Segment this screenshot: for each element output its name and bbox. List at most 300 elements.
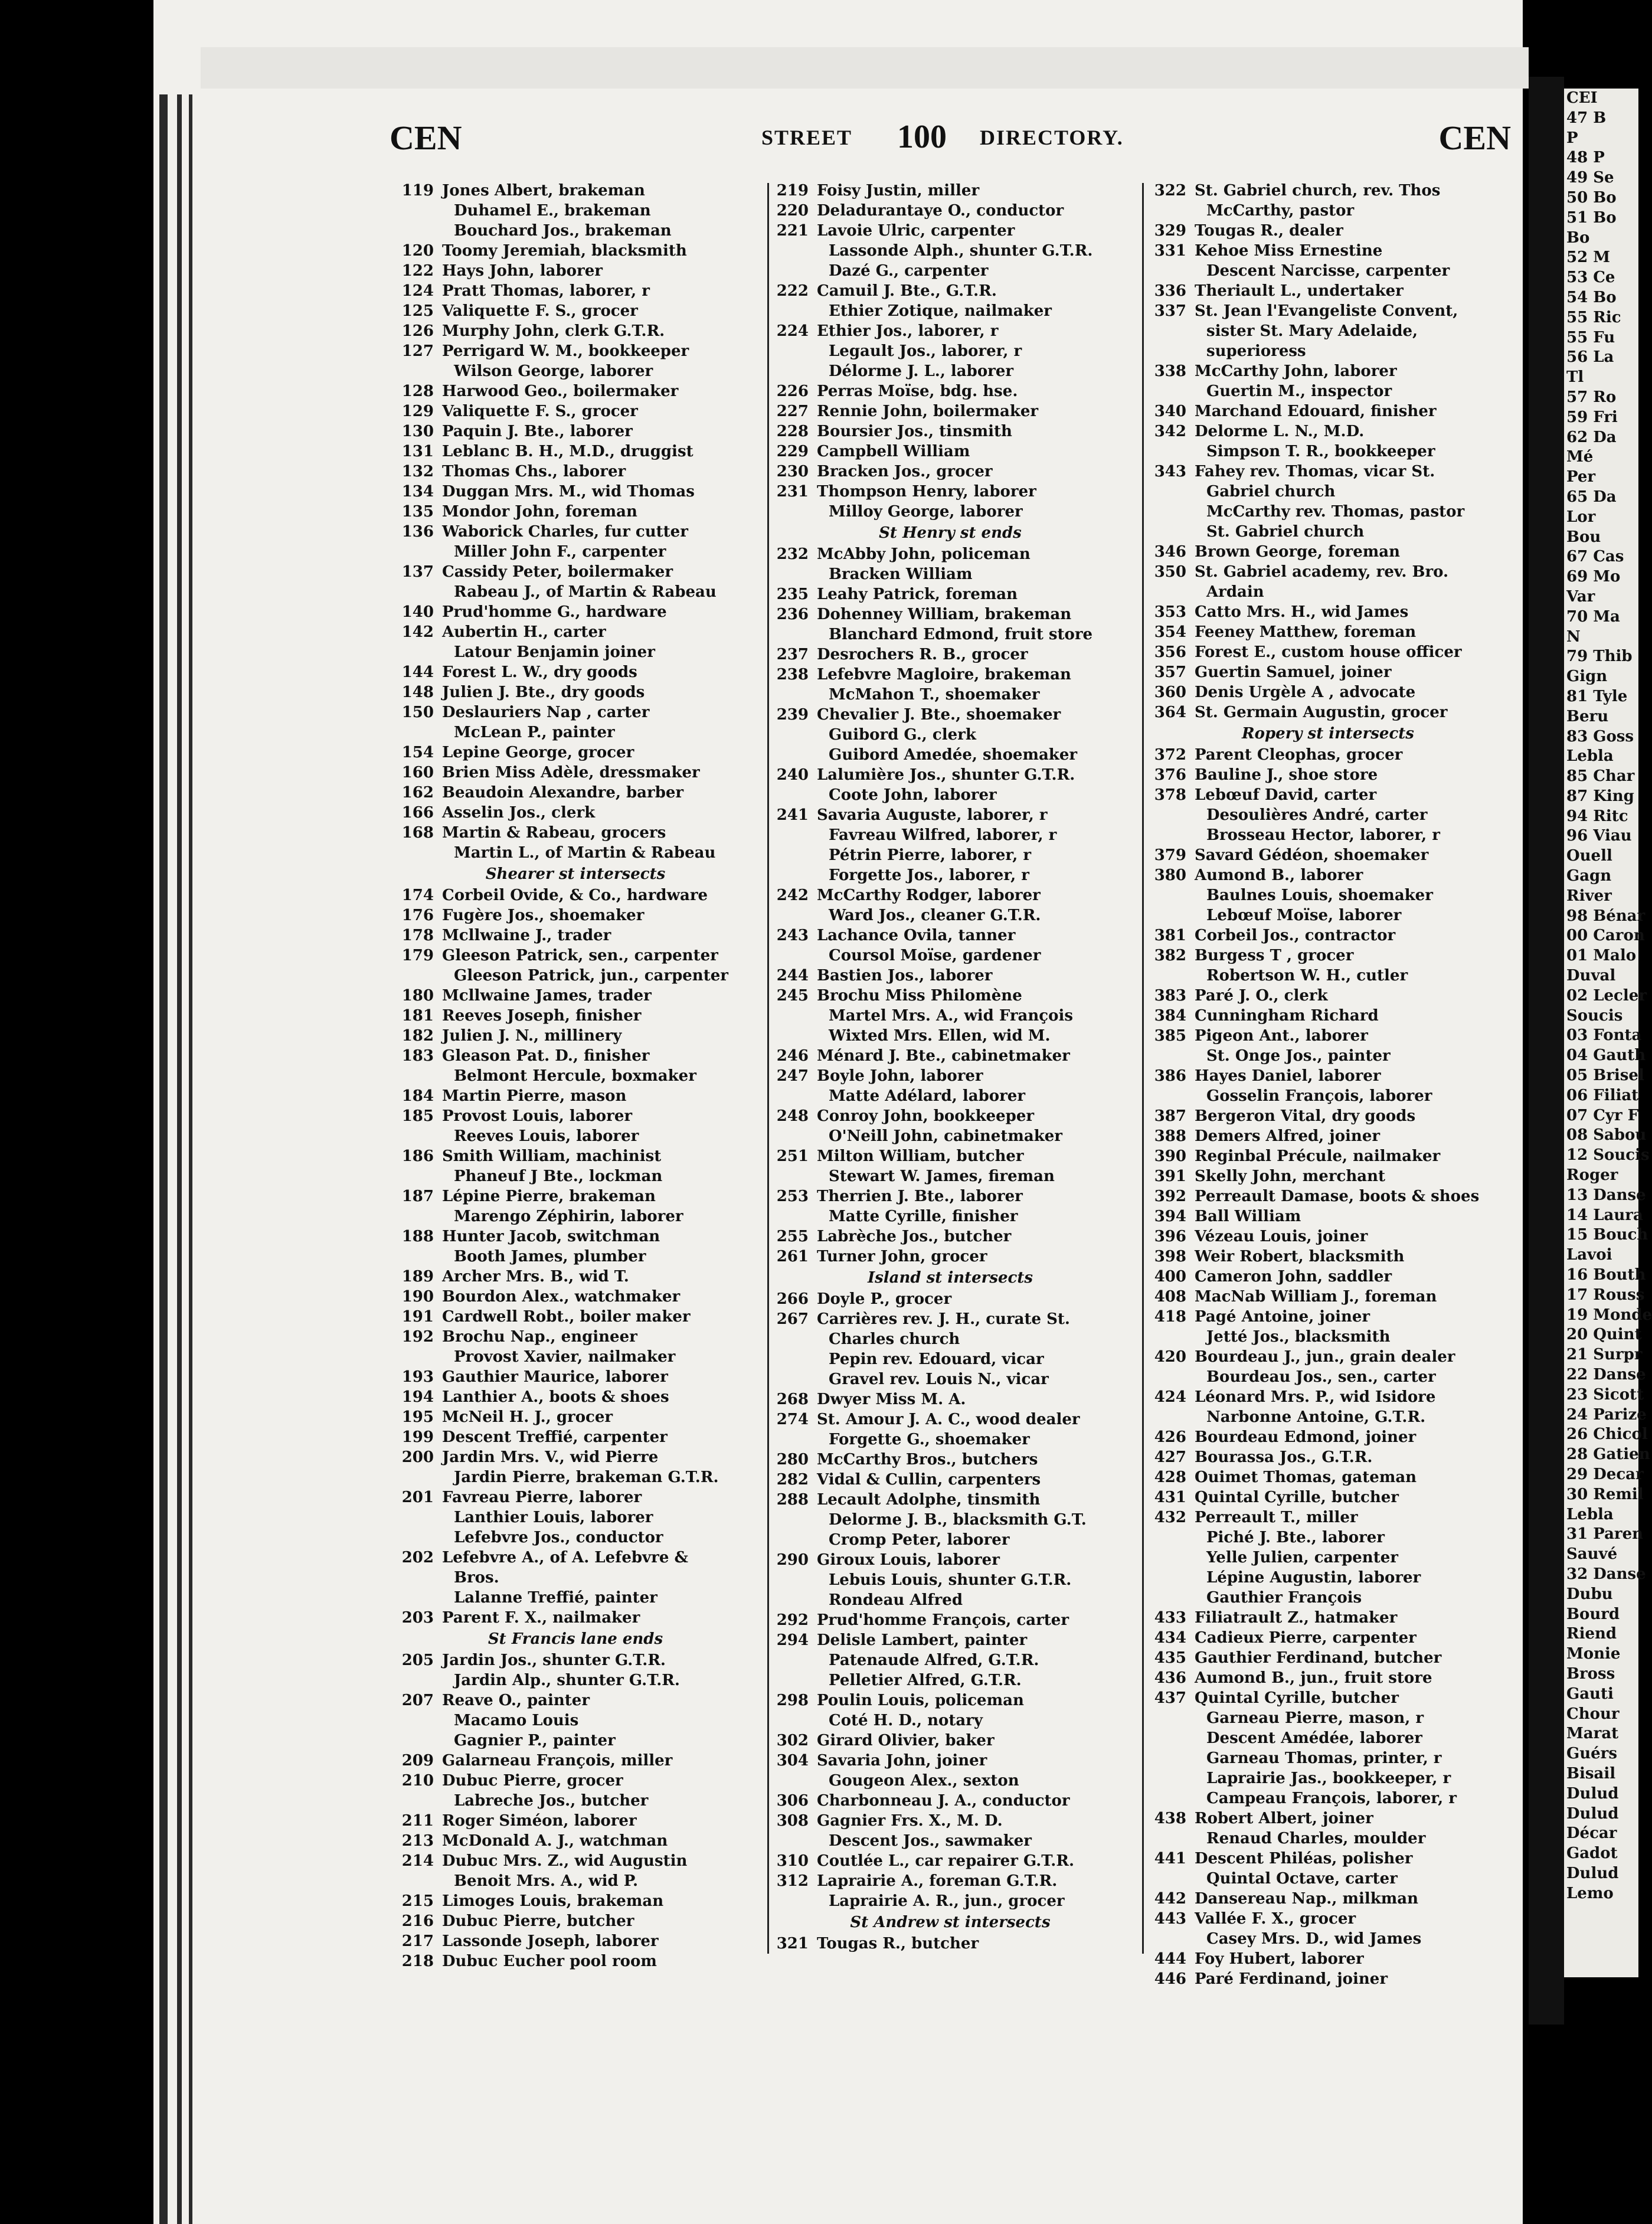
resident-listing: Labrèche Jos., butcher [817,1228,1012,1245]
directory-entry [767,241,1133,261]
directory-entry [767,1006,1133,1026]
house-number: 140 [401,603,434,621]
directory-entry [1145,542,1511,562]
directory-entry [767,685,1133,705]
adjacent-page-fragment: 30 Remil [1566,1485,1644,1503]
house-number [1145,1728,1195,1748]
header-directory: DIRECTORY. [980,126,1124,149]
house-number [1145,966,1195,986]
adjacent-page-fragment: Var [1566,587,1595,606]
resident-listing: Ethier Zotique, nailmaker [829,302,1052,320]
house-number: 442 [1154,1890,1186,1908]
house-number: 162 [401,784,434,802]
directory-entry [1145,1628,1511,1648]
resident-listing: Aubertin H., carter [442,623,606,641]
directory-entry [392,925,758,946]
resident-listing: Cameron John, saddler [1195,1268,1392,1286]
resident-listing: Gravel rev. Louis N., vicar [829,1371,1049,1388]
house-number: 216 [401,1912,434,1930]
directory-entry [1145,1006,1511,1026]
house-number: 290 [776,1551,809,1569]
header-right-guide-word: CEN [1438,119,1511,157]
resident-listing: McNeil H. J., grocer [442,1408,613,1426]
house-number: 336 [1154,282,1186,300]
adjacent-page-fragment: 65 Da [1566,488,1617,506]
directory-entry [392,1206,758,1227]
directory-column-3 [1145,181,1511,1989]
house-number: 306 [776,1792,809,1810]
house-number: 124 [401,282,434,300]
adjacent-page-fragment: Lavoi [1566,1246,1612,1264]
directory-entry [1145,1487,1511,1507]
resident-listing: Reave O., painter [442,1692,590,1709]
directory-entry [767,201,1133,221]
resident-listing: Laprairie Jas., bookkeeper, r [1206,1770,1451,1787]
resident-listing: Lebœuf David, carter [1195,786,1377,804]
resident-listing: Burgess T , grocer [1195,947,1354,964]
adjacent-page [1564,89,1652,1977]
resident-listing: Deslauriers Nap , carter [442,704,650,721]
resident-listing: Bros. [454,1569,499,1587]
directory-entry [767,1470,1133,1490]
directory-entry [1145,181,1511,201]
house-number: 431 [1154,1489,1186,1506]
directory-entry [392,1447,758,1467]
resident-listing: Descent Jos., sawmaker [829,1832,1032,1850]
resident-listing: Delorme L. N., M.D. [1195,423,1365,440]
resident-listing: Lefebvre Jos., conductor [454,1529,663,1546]
house-number: 176 [401,907,434,924]
directory-entry [767,441,1133,462]
adjacent-page-fragment: Bourd [1566,1605,1620,1623]
directory-entry [1145,662,1511,682]
house-number: 308 [776,1812,809,1830]
adjacent-page-fragment: 70 Ma [1566,607,1620,626]
house-number: 131 [401,443,434,460]
directory-entry [1145,642,1511,662]
resident-listing: Catto Mrs. H., wid James [1195,603,1409,621]
adjacent-page-fragment: 32 Danse [1566,1565,1646,1583]
resident-listing: Milloy George, laborer [829,503,1023,521]
house-number [767,564,817,584]
resident-listing: Labreche Jos., butcher [454,1792,649,1810]
directory-entry [767,1389,1133,1409]
house-number: 189 [401,1268,434,1286]
directory-entry [392,321,758,341]
adjacent-page-fragment: 83 Goss [1566,727,1634,745]
resident-listing: Valiquette F. S., grocer [442,302,638,320]
adjacent-page-fragment: 48 P [1566,149,1605,167]
directory-entry [767,544,1133,564]
resident-listing: Macamo Louis [454,1712,579,1729]
directory-entry [1145,845,1511,865]
directory-entry [1145,1467,1511,1487]
resident-listing: Robert Albert, joiner [1195,1810,1373,1827]
house-number: 428 [1154,1469,1186,1486]
house-number: 241 [776,806,809,824]
house-number [767,1206,817,1227]
directory-entry [767,1046,1133,1066]
resident-listing: Skelly John, merchant [1195,1167,1386,1185]
directory-entry [767,1791,1133,1811]
directory-entry [392,1911,758,1931]
directory-entry [392,261,758,281]
house-number [1145,261,1195,281]
resident-listing: Brochu Miss Philomène [817,987,1022,1005]
resident-listing: St. Onge Jos., painter [1206,1047,1391,1065]
house-number: 350 [1154,563,1186,581]
house-number: 150 [401,704,434,721]
house-number [392,1528,442,1548]
resident-listing: Turner John, grocer [817,1248,987,1265]
directory-entry [392,181,758,201]
resident-listing: Parent F. X., nailmaker [442,1609,640,1627]
resident-listing: Cardwell Robt., boiler maker [442,1308,691,1326]
resident-listing: Bourdeau Jos., sen., carter [1206,1368,1436,1386]
resident-listing: Cadieux Pierre, carpenter [1195,1629,1417,1647]
resident-listing: Waborick Charles, fur cutter [442,523,688,541]
resident-listing: Boyle John, laborer [817,1067,983,1085]
resident-listing: McAbby John, policeman [817,545,1031,563]
resident-listing: Lepine George, grocer [442,744,634,761]
house-number [392,542,442,562]
resident-listing: Roger Siméon, laborer [442,1812,637,1830]
directory-entry [392,1871,758,1891]
house-number: 220 [776,202,809,220]
resident-listing: Guertin M., inspector [1206,382,1392,400]
directory-entry [767,1106,1133,1126]
adjacent-page-fragment: 52 M [1566,248,1611,267]
house-number: 125 [401,302,434,320]
house-number [767,845,817,865]
resident-listing: Brochu Nap., engineer [442,1328,637,1346]
house-number [392,1126,442,1146]
resident-listing: Ball William [1195,1208,1301,1225]
directory-entry [767,181,1133,201]
resident-listing: Gagnier Frs. X., M. D. [817,1812,1003,1830]
house-number: 446 [1154,1970,1186,1988]
house-number: 310 [776,1852,809,1870]
directory-entry [392,241,758,261]
resident-listing: Matte Adélard, laborer [829,1087,1026,1105]
house-number: 214 [401,1852,434,1870]
resident-listing: Foisy Justin, miller [817,182,980,199]
adjacent-page-fragment: 51 Bo [1566,208,1617,227]
resident-listing: Descent Amédée, laborer [1206,1729,1422,1747]
resident-listing: Jardin Jos., shunter G.T.R. [442,1651,666,1669]
house-number [392,1166,442,1186]
adjacent-page-fragment: Guérs [1566,1745,1617,1763]
house-number: 244 [776,967,809,985]
house-number: 219 [776,182,809,199]
directory-entry [1145,1307,1511,1327]
house-number [1145,1869,1195,1889]
resident-listing: Jones Albert, brakeman [442,182,645,199]
house-number [392,1791,442,1811]
resident-listing: McCarthy, pastor [1206,202,1355,220]
page-top-margin [201,47,1529,89]
resident-listing: Delorme J. B., blacksmith G.T. [829,1511,1087,1529]
directory-entry [767,564,1133,584]
resident-listing: Latour Benjamin joiner [454,643,655,661]
adjacent-page-fragment: Monie [1566,1645,1621,1663]
resident-listing: Denis Urgèle A , advocate [1195,683,1416,701]
house-number: 383 [1154,987,1186,1005]
resident-listing: Brown George, foreman [1195,543,1400,561]
page-header [390,118,1511,171]
house-number [767,1086,817,1106]
house-number: 382 [1154,947,1186,964]
directory-entry [392,1267,758,1287]
directory-entry [1145,682,1511,702]
directory-entry [392,783,758,803]
adjacent-page-fragment: 24 Parize [1566,1405,1647,1424]
adjacent-page-fragment: 50 Bo [1566,188,1617,207]
resident-listing: Bracken Jos., grocer [817,463,993,480]
adjacent-page-fragment: Per [1566,468,1596,486]
directory-entry [1145,1588,1511,1608]
house-number [1145,1528,1195,1548]
house-number: 266 [776,1290,809,1308]
directory-entry [1145,765,1511,785]
house-number: 346 [1154,543,1186,561]
directory-entry [392,642,758,662]
resident-listing: Martin & Rabeau, grocers [442,824,666,842]
resident-listing: Guertin Samuel, joiner [1195,663,1392,681]
resident-listing: Chevalier J. Bte., shoemaker [817,706,1061,724]
directory-entry [392,1650,758,1670]
house-number [767,785,817,805]
house-number: 178 [401,927,434,944]
house-number: 186 [401,1147,434,1165]
adjacent-page-fragment: 21 Surpr [1566,1346,1643,1364]
directory-entry [767,1650,1133,1670]
resident-listing: Miller John F., carpenter [454,543,666,561]
directory-entry [392,441,758,462]
adjacent-page-fragment: N [1566,627,1581,646]
resident-listing: Dubuc Eucher pool room [442,1952,657,1970]
resident-listing: Desrochers R. B., grocer [817,646,1028,663]
directory-entry [767,462,1133,482]
directory-entry [1145,562,1511,582]
resident-listing: Rondeau Alfred [829,1591,963,1609]
house-number: 408 [1154,1288,1186,1306]
resident-listing: Gleeson Patrick, sen., carpenter [442,947,718,964]
house-number: 207 [401,1692,434,1709]
resident-listing: Wilson George, laborer [454,362,653,380]
directory-entry [767,1227,1133,1247]
resident-listing: Brien Miss Adèle, dressmaker [442,764,700,781]
resident-listing: Foy Hubert, laborer [1195,1950,1364,1968]
resident-listing: Duhamel E., brakeman [454,202,651,220]
house-number: 398 [1154,1248,1186,1265]
house-number: 187 [401,1188,434,1205]
house-number: 337 [1154,302,1186,320]
resident-listing: St. Jean l'Evangeliste Convent, [1195,302,1458,320]
page-number: 100 [897,119,947,155]
resident-listing: Carrières rev. J. H., curate St. [817,1310,1070,1328]
house-number: 338 [1154,362,1186,380]
house-number: 218 [401,1952,434,1970]
directory-entry [1145,1548,1511,1568]
resident-listing: Benoit Mrs. A., wid P. [454,1872,639,1890]
resident-listing: Coté H. D., notary [829,1712,983,1729]
resident-listing: Reeves Joseph, finisher [442,1007,642,1025]
house-number: 444 [1154,1950,1186,1968]
adjacent-page-fragment: 02 Lecler [1566,986,1647,1005]
header-street: STREET [761,126,853,149]
house-number [1145,805,1195,825]
house-number [767,905,817,925]
house-number: 185 [401,1107,434,1125]
directory-entry [767,1490,1133,1510]
resident-listing: Vézeau Louis, joiner [1195,1228,1368,1245]
resident-listing: Toomy Jeremiah, blacksmith [442,242,687,260]
resident-listing: Bourdeau J., jun., grain dealer [1195,1348,1455,1366]
directory-entry [392,221,758,241]
house-number: 298 [776,1692,809,1709]
house-number: 231 [776,483,809,501]
house-number: 235 [776,586,809,603]
house-number: 251 [776,1147,809,1165]
house-number [1145,1327,1195,1347]
house-number [392,1467,442,1487]
section-heading: St Francis lane ends [488,1630,663,1648]
resident-listing: Thompson Henry, laborer [817,483,1036,501]
adjacent-page-fragment: Beru [1566,707,1609,725]
resident-listing: Bracken William [829,565,973,583]
directory-entry [767,1811,1133,1831]
resident-listing: Brosseau Hector, laborer, r [1206,826,1440,844]
directory-entry [1145,1106,1511,1126]
directory-entry [767,925,1133,946]
resident-listing: Marchand Edouard, finisher [1195,403,1437,420]
directory-entry [767,1206,1133,1227]
house-number: 267 [776,1310,809,1328]
directory-entry [1145,1247,1511,1267]
house-number: 224 [776,322,809,340]
house-number [767,1831,817,1851]
resident-listing: Doyle P., grocer [817,1290,952,1308]
house-number: 217 [401,1932,434,1950]
resident-listing: Casey Mrs. D., wid James [1206,1930,1422,1948]
directory-entry [767,1289,1133,1309]
house-number: 203 [401,1609,434,1627]
directory-entry [1145,1688,1511,1708]
resident-listing: Guibord Amedée, shoemaker [829,746,1078,764]
directory-entry [767,624,1133,645]
adjacent-page-fragment: 67 Cas [1566,548,1624,566]
house-number: 376 [1154,766,1186,784]
directory-entry [767,1430,1133,1450]
adjacent-page-fragment: River [1566,887,1612,905]
directory-entry [1145,1829,1511,1849]
house-number: 438 [1154,1810,1186,1827]
house-number: 195 [401,1408,434,1426]
resident-listing: Corbeil Jos., contractor [1195,927,1396,944]
directory-entry [1145,1507,1511,1528]
adjacent-page-fragment: Marat [1566,1725,1619,1743]
page-edge-line [189,94,192,2224]
house-number: 130 [401,423,434,440]
house-number: 353 [1154,603,1186,621]
resident-listing: Deladurantaye O., conductor [817,202,1064,220]
house-number [767,1126,817,1146]
directory-entry [392,1026,758,1046]
directory-entry [1145,602,1511,622]
resident-listing: Pratt Thomas, laborer, r [442,282,650,300]
house-number [1145,1768,1195,1788]
directory-entry [767,1409,1133,1430]
adjacent-page-fragment: Bou [1566,528,1601,546]
directory-entry [767,905,1133,925]
resident-listing: Tougas R., butcher [817,1935,979,1952]
house-number [767,825,817,845]
house-number: 182 [401,1027,434,1045]
house-number: 188 [401,1228,434,1245]
directory-entry [767,421,1133,441]
directory-entry [392,803,758,823]
resident-listing: Pétrin Pierre, laborer, r [829,846,1032,864]
resident-listing: Vidal & Cullin, carpenters [817,1471,1041,1489]
directory-entry [1145,1788,1511,1808]
directory-entry [1145,885,1511,905]
house-number: 184 [401,1087,434,1105]
resident-listing: Leahy Patrick, foreman [817,586,1018,603]
directory-entry [1145,361,1511,381]
house-number: 282 [776,1471,809,1489]
resident-listing: St. Amour J. A. C., wood dealer [817,1411,1080,1428]
resident-listing: Desoulières André, carter [1206,806,1428,824]
resident-listing: Bouchard Jos., brakeman [454,222,672,240]
directory-entry [392,682,758,702]
house-number [767,341,817,361]
house-number [392,1247,442,1267]
directory-entry [767,584,1133,604]
house-number: 240 [776,766,809,784]
resident-listing: Piché J. Bte., laborer [1206,1529,1385,1546]
directory-entry [392,1287,758,1307]
adjacent-page-fragment: 56 La [1566,348,1614,367]
directory-entry [392,1166,758,1186]
resident-listing: superioress [1206,342,1306,360]
directory-entry [767,1851,1133,1871]
resident-listing: Gosselin François, laborer [1206,1087,1432,1105]
resident-listing: Lassonde Joseph, laborer [442,1932,659,1950]
resident-listing: Coutlée L., car repairer G.T.R. [817,1852,1074,1870]
house-number: 379 [1154,846,1186,864]
adjacent-page-fragment: 81 Tyle [1566,687,1628,705]
directory-entry [1145,1528,1511,1548]
house-number: 381 [1154,927,1186,944]
house-number: 331 [1154,242,1186,260]
house-number: 400 [1154,1268,1186,1286]
directory-entry [767,745,1133,765]
resident-listing: Rennie John, boilermaker [817,403,1039,420]
resident-listing: Paré J. O., clerk [1195,987,1328,1005]
directory-entry [767,1146,1133,1166]
directory-entry [767,381,1133,401]
adjacent-page-fragment: Dulud [1566,1864,1619,1882]
house-number: 136 [401,523,434,541]
resident-listing: Corbeil Ovide, & Co., hardware [442,887,708,904]
house-number [1145,905,1195,925]
directory-entry [767,1690,1133,1710]
directory-entry [1145,1086,1511,1106]
resident-listing: Forest L. W., dry goods [442,663,637,681]
house-number: 120 [401,242,434,260]
house-number: 228 [776,423,809,440]
